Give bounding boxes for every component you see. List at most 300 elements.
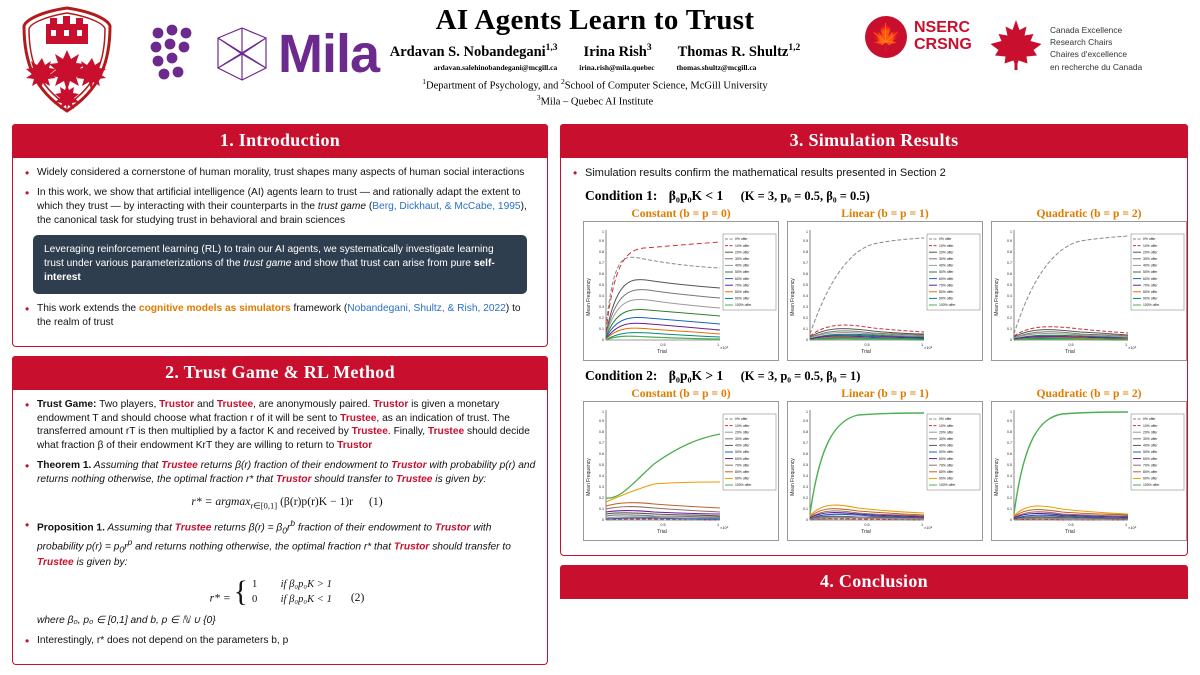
svg-text:50% offer: 50% offer [939,270,954,275]
eq1-number: (1) [369,494,383,508]
affiliations [330,77,860,109]
tg-trustee-4: Trustee [427,426,465,438]
svg-text:0.8: 0.8 [599,429,604,434]
tg-p4: is given a monetary endowment T and should choose what fraction r of it will be sent to [37,398,500,424]
c1-constant-name: Constant [631,206,677,220]
nserc-line-2: CRSNG [914,36,972,53]
pr-p1: Assuming that [104,522,175,534]
plot-title-c2-constant [583,387,779,400]
svg-text:100% offer: 100% offer [735,303,752,308]
th-trustor-2: Trustor [275,474,312,486]
condition-1-expression: β₀p₀K < 1 [668,187,724,203]
tg-p2: and [194,398,217,410]
svg-text:0.7: 0.7 [803,440,808,445]
eq1-sub: r∈[0,1] [250,500,278,511]
svg-text:90% offer: 90% offer [939,296,954,301]
cerc-line-4: en recherche du Canada [1050,61,1143,72]
chart-c2-linear [787,401,983,541]
svg-text:100% offer: 100% offer [939,483,956,488]
results-bullet-1 [571,166,1177,181]
callout-p1: Leveraging reinforcement learning (RL) to train our AI agents, we systematically investigate learning trust under various parameterizations of the [44,243,494,269]
theorem-1 [23,459,537,512]
svg-text:10% offer: 10% offer [939,243,954,248]
svg-text:1: 1 [602,229,604,234]
svg-text:20% offer: 20% offer [735,430,750,435]
svg-text:20% offer: 20% offer [939,250,954,255]
section-3-heading: 3. Simulation Results [560,124,1188,158]
svg-text:×10⁵: ×10⁵ [924,344,933,350]
th-p4: should transfer to [311,474,396,486]
svg-text:10% offer: 10% offer [1143,243,1158,248]
page-title: AI Agents Learn to Trust [435,4,755,36]
th-trustee-1: Trustee [161,460,198,472]
tg-trustor-3: Trustor [337,440,373,452]
svg-text:50% offer: 50% offer [735,270,750,275]
mila-wordmark: Mila [278,24,380,84]
condition-1-params: (K = 3, p₀ = 0.5, β₀ = 0.5) [740,188,870,203]
trustgame-label: Trust Game: [37,398,97,410]
pr-trustee-2: Trustee [37,557,74,569]
chart-c1-quadratic [991,221,1187,361]
svg-text:0.5: 0.5 [660,342,666,347]
intro-b2-p1: In this work, we show that artificial intelligence (AI) agents learn to trust — and rationally adapt the extent to which they trust — by interacting with their counterparts in the [37,186,521,212]
equation-2 [37,577,537,608]
svg-text:0.2: 0.2 [803,315,808,320]
svg-text:0.8: 0.8 [803,249,808,254]
svg-text:Mean Frequency: Mean Frequency [586,278,592,316]
c1-quadratic-name: Quadratic [1036,206,1088,220]
condition-2-expression: β₀p₀K > 1 [668,367,724,383]
tg-p3: , are anonymously paired. [253,398,374,410]
chart-c1-linear [787,221,983,361]
svg-text:90% offer: 90% offer [735,296,750,301]
svg-text:1: 1 [920,522,924,527]
svg-text:30% offer: 30% offer [1143,256,1158,261]
c2-quadratic-params: (b = p = 2) [1090,386,1142,400]
svg-text:50% offer: 50% offer [1143,270,1158,275]
svg-text:0.4: 0.4 [1007,473,1012,478]
svg-text:50% offer: 50% offer [735,450,750,455]
svg-text:0.6: 0.6 [803,451,808,456]
intro-b3-framework: cognitive models as simulators [138,302,291,314]
eq2-case2-val: 0 [252,594,258,606]
svg-text:0.3: 0.3 [803,484,808,489]
intro-bullet-1-text: Widely considered a cornerstone of human morality, trust shapes many aspects of human social interactions [37,167,525,178]
svg-text:100% offer: 100% offer [735,483,752,488]
c1-constant-params: (b = p = 0) [679,206,731,220]
svg-text:0.6: 0.6 [1007,451,1012,456]
callout-p2: and show that trust can arise from pure [291,257,474,269]
intro-bullet-2 [23,186,537,228]
svg-text:40% offer: 40% offer [735,443,750,448]
c2-quadratic-name: Quadratic [1036,386,1088,400]
svg-text:1: 1 [602,409,604,414]
svg-text:0% offer: 0% offer [1143,417,1156,422]
svg-text:0% offer: 0% offer [735,417,748,422]
eq2-case1-cond: if β₀p₀K > 1 [280,579,332,591]
svg-text:0: 0 [1010,337,1012,342]
author-1-email: ardavan.salehinobandegani@mcgill.ca [433,62,558,72]
svg-text:0.5: 0.5 [1068,522,1074,527]
svg-text:0.5: 0.5 [599,462,604,467]
eq2-lhs: r* = [209,591,231,605]
condition-2-label: Condition 2: [585,367,658,383]
title-block [330,4,860,109]
svg-text:Trial: Trial [861,348,871,355]
intro-b2-game: trust game [317,200,366,212]
author-emails [330,63,860,72]
maple-leaf-icon-large [990,18,1042,77]
plot-title-c1-linear [787,207,983,220]
svg-text:90% offer: 90% offer [1143,476,1158,481]
plot-panel-c1-quadratic [991,207,1187,361]
trustgame-bullet-last [23,634,537,648]
tg-trustor-1: Trustor [159,398,195,410]
svg-text:0.3: 0.3 [599,304,604,309]
svg-text:0.5: 0.5 [660,522,666,527]
c2-constant-name: Constant [631,386,677,400]
condition-2-panels [583,387,1177,541]
pr-trustor-2: Trustor [393,541,430,553]
svg-text:Mean Frequency: Mean Frequency [994,278,1000,316]
author-2 [584,43,652,61]
eq2-cases [234,577,332,608]
svg-text:0.1: 0.1 [803,506,808,511]
svg-text:0.2: 0.2 [599,315,604,320]
svg-text:0.2: 0.2 [803,495,808,500]
svg-text:60% offer: 60% offer [735,456,750,461]
right-column [560,124,1188,608]
author-3-name: Thomas R. Shultz [677,43,789,60]
results-bullet-1-text: Simulation results confirm the mathematical results presented in Section 2 [585,167,946,179]
svg-text:0% offer: 0% offer [939,237,952,242]
section-2-body [12,390,548,665]
svg-text:0.4: 0.4 [803,293,808,298]
pr-trustee-1: Trustee [174,522,212,534]
callout-game: trust game [243,257,292,269]
svg-text:0: 0 [1010,517,1012,522]
svg-text:40% offer: 40% offer [1143,443,1158,448]
c1-linear-name: Linear [841,206,875,220]
svg-text:80% offer: 80% offer [735,289,750,294]
mila-dots-icon [148,23,210,85]
intro-b3-p3: ) to the realm of trust [37,302,521,328]
svg-text:1: 1 [920,342,924,347]
svg-text:0.1: 0.1 [1007,326,1012,331]
svg-text:20% offer: 20% offer [735,250,750,255]
svg-text:0.2: 0.2 [1007,495,1012,500]
svg-text:20% offer: 20% offer [939,430,954,435]
svg-text:70% offer: 70% offer [735,463,750,468]
svg-text:Trial: Trial [657,348,667,355]
svg-text:0.9: 0.9 [803,418,808,423]
svg-text:70% offer: 70% offer [939,283,954,288]
svg-text:60% offer: 60% offer [939,456,954,461]
svg-text:0.7: 0.7 [599,440,604,445]
svg-text:10% offer: 10% offer [939,423,954,428]
svg-text:0.7: 0.7 [1007,260,1012,265]
pr-p2b: r [286,522,291,534]
svg-text:0.3: 0.3 [599,484,604,489]
svg-text:30% offer: 30% offer [939,256,954,261]
condition-2-line [585,368,1177,384]
poster-header [0,0,1200,118]
author-1 [390,43,558,61]
svg-text:10% offer: 10% offer [735,243,750,248]
svg-text:Trial: Trial [1065,348,1075,355]
plot-panel-c2-quadratic [991,387,1187,541]
th-p1: Assuming that [91,460,162,472]
pr-p3c: and returns nothing otherwise, the optimal fraction r* that [132,541,394,553]
intro-bullet-1 [23,166,537,180]
svg-text:90% offer: 90% offer [735,476,750,481]
svg-text:0.2: 0.2 [599,495,604,500]
intro-b3-p1: This work extends the [37,302,139,314]
svg-text:×10⁵: ×10⁵ [1128,524,1137,530]
cerc-logo [990,18,1142,77]
tg-trustee-1: Trustee [216,398,254,410]
author-list [330,43,860,61]
svg-text:0.4: 0.4 [803,473,808,478]
svg-text:30% offer: 30% offer [939,436,954,441]
section-simulation-results [560,124,1188,556]
svg-text:50% offer: 50% offer [1143,450,1158,455]
section-1-heading: 1. Introduction [12,124,548,158]
tg-p7: should decide what fraction β of their endowment KrT they are willing to return to [37,426,530,452]
equation-1 [37,494,537,512]
pr-p2: returns β(r) = β [211,522,283,534]
svg-text:0.3: 0.3 [1007,484,1012,489]
svg-text:1: 1 [1010,229,1012,234]
proposition-1: • Proposition 1. Assuming that Trustee returns $\beta(r) = \beta_0r^b$ fraction of their endowment to Trustor with probability $p(r) = p_0r^p$ and returns nothing otherwise, the optimal fraction r* that Trustor should transfer to Trustee is given by: r* = { 1 if β₀p₀K > 1 0 if β₀p₀K < 1 (2) where β₀, p₀ ∈ [0,1] and b, p ∈ ℕ ∪ {0} [23,518,537,628]
svg-text:0.6: 0.6 [599,271,604,276]
svg-text:0.5: 0.5 [1007,462,1012,467]
svg-text:0.5: 0.5 [864,342,870,347]
svg-text:30% offer: 30% offer [735,436,750,441]
section-trust-game [12,356,548,665]
svg-text:20% offer: 20% offer [1143,430,1158,435]
pr-p5: is given by: [73,557,128,569]
section-3-body [560,158,1188,556]
tg-trustee-3: Trustee [351,426,388,438]
tg-p5: , as an indication of trust. The transferred amount rT is then multiplied by a factor K and received by [37,412,510,438]
svg-text:80% offer: 80% offer [1143,469,1158,474]
eq2-case1-val: 1 [252,579,258,591]
eq2-brace: { [233,575,248,609]
svg-text:100% offer: 100% offer [939,303,956,308]
intro-b2-p2: ( [366,200,373,212]
plot-panel-c2-linear [787,387,983,541]
c1-quadratic-params: (b = p = 2) [1090,206,1142,220]
chart-c1-constant [583,221,779,361]
svg-text:0.9: 0.9 [599,418,604,423]
svg-text:Mean Frequency: Mean Frequency [790,458,796,496]
affiliation-1: $^1$Department of Psychology, and $^2$School of Computer Science, McGill University [422,76,768,92]
tg-p1: Two players, [96,398,160,410]
svg-text:Mean Frequency: Mean Frequency [994,458,1000,496]
plot-title-c1-quadratic [991,207,1187,220]
left-column [12,124,548,674]
introduction-callout [33,235,527,294]
svg-text:0.8: 0.8 [803,429,808,434]
svg-text:80% offer: 80% offer [1143,289,1158,294]
svg-text:0.5: 0.5 [1007,282,1012,287]
author-3 [678,43,801,61]
svg-text:20% offer: 20% offer [1143,250,1158,255]
c1-linear-params: (b = p = 1) [877,206,929,220]
svg-text:0% offer: 0% offer [939,417,952,422]
intro-bullet-3 [23,302,537,330]
svg-text:70% offer: 70% offer [939,463,954,468]
theorem-label: Theorem 1. [37,460,92,472]
condition-1-line [585,188,1177,204]
trustgame-bullets [23,398,537,648]
svg-text:100% offer: 100% offer [1143,303,1160,308]
svg-text:0.5: 0.5 [599,282,604,287]
svg-text:0.7: 0.7 [599,260,604,265]
svg-text:0.4: 0.4 [1007,293,1012,298]
pr-p3b: r [124,541,128,553]
section-conclusion [560,565,1188,599]
intro-b3-p2: framework ( [290,302,348,314]
intro-b2-p3: ), the canonical task for studying trust in behavioral and brain sciences [37,200,527,226]
svg-text:40% offer: 40% offer [939,263,954,268]
svg-text:40% offer: 40% offer [735,263,750,268]
section-introduction [12,124,548,347]
svg-text:1: 1 [806,409,808,414]
svg-text:70% offer: 70% offer [1143,463,1158,468]
svg-text:0% offer: 0% offer [1143,237,1156,242]
svg-text:0.6: 0.6 [803,271,808,276]
proposition-label: Proposition 1. [37,522,105,534]
plot-panel-c1-constant [583,207,779,361]
svg-text:30% offer: 30% offer [735,256,750,261]
trustgame-last-text: Interestingly, r* does not depend on the parameters b, p [37,634,289,646]
svg-text:×10⁵: ×10⁵ [720,344,729,350]
th-trustee-2: Trustee [395,474,433,486]
svg-text:0.5: 0.5 [803,462,808,467]
trustgame-definition [23,398,537,454]
affiliation-2: $^3$Mila – Quebec AI Institute [536,92,654,108]
plot-title-c1-constant [583,207,779,220]
author-2-name: Irina Rish [583,43,647,60]
svg-text:0.7: 0.7 [803,260,808,265]
eq1-lhs: r* = argmax [191,494,251,508]
nserc-line-1: NSERC [914,19,971,37]
svg-text:0.7: 0.7 [1007,440,1012,445]
tg-trustee-2: Trustee [340,412,377,424]
svg-text:80% offer: 80% offer [939,289,954,294]
svg-text:Trial: Trial [1065,528,1075,535]
svg-text:×10⁵: ×10⁵ [924,524,933,530]
plot-panel-c1-linear [787,207,983,361]
svg-text:30% offer: 30% offer [1143,436,1158,441]
th-p5: is given by: [432,474,487,486]
section-1-body [12,158,548,347]
svg-text:0.8: 0.8 [599,249,604,254]
c2-linear-name: Linear [841,386,875,400]
svg-text:10% offer: 10% offer [1143,423,1158,428]
author-1-affil-sup: 1,3 [545,43,558,53]
cerc-line-3: Chaires d'excellence [1050,49,1128,60]
svg-text:80% offer: 80% offer [735,469,750,474]
eq2-case2-cond: if β₀p₀K < 1 [280,594,332,606]
svg-text:0.4: 0.4 [599,473,604,478]
svg-text:0.3: 0.3 [803,304,808,309]
svg-text:1: 1 [806,229,808,234]
svg-text:1: 1 [1124,522,1128,527]
introduction-bullets-2 [23,302,537,330]
tg-trustor-2: Trustor [373,398,409,410]
section-2-heading: 2. Trust Game & RL Method [12,356,548,390]
th-p2: returns β(r) fraction of their endowment to [197,460,392,472]
condition-2-params: (K = 3, p₀ = 0.5, β₀ = 1) [740,368,861,383]
section-4-heading: 4. Conclusion [560,565,1188,599]
chart-c2-quadratic [991,401,1187,541]
pr-p4: should transfer to [429,541,511,553]
svg-text:0.2: 0.2 [1007,315,1012,320]
plot-panel-c2-constant [583,387,779,541]
svg-text:1: 1 [716,522,720,527]
plot-title-c2-quadratic [991,387,1187,400]
condition-1-panels [583,207,1177,361]
tg-p6: . Finally, [387,426,428,438]
author-1-name: Ardavan S. Nobandegani [389,43,546,60]
svg-text:0: 0 [602,337,604,342]
eq2-where-line: where β₀, p₀ ∈ [0,1] and b, p ∈ ℕ ∪ {0} [37,614,216,626]
intro-b3-citation[interactable]: Nobandegani, Shultz, & Rish, 2022 [347,302,506,314]
svg-text:100% offer: 100% offer [1143,483,1160,488]
svg-text:1: 1 [1124,342,1128,347]
svg-text:0.3: 0.3 [1007,304,1012,309]
th-trustor-1: Trustor [391,460,427,472]
svg-text:Trial: Trial [861,528,871,535]
c2-constant-params: (b = p = 0) [679,386,731,400]
svg-text:Mean Frequency: Mean Frequency [790,278,796,316]
svg-text:0.1: 0.1 [803,326,808,331]
svg-text:0.5: 0.5 [864,522,870,527]
svg-text:0.1: 0.1 [599,326,604,331]
intro-b2-citation[interactable]: Berg, Dickhaut, & McCabe, 1995 [372,200,521,212]
svg-text:90% offer: 90% offer [939,476,954,481]
svg-text:0% offer: 0% offer [735,237,748,242]
svg-text:70% offer: 70% offer [1143,283,1158,288]
nserc-logo [865,16,972,58]
condition-1-label: Condition 1: [585,187,658,203]
author-2-affil-sup: 3 [646,43,652,53]
author-2-email: irina.rish@mila.quebec [579,62,655,72]
th-p3: with probability p(r) and returns nothing otherwise, the optimal fraction r* that [37,460,536,486]
svg-text:0: 0 [602,517,604,522]
results-bullets [571,166,1177,181]
svg-text:0: 0 [806,337,808,342]
svg-text:0.1: 0.1 [599,506,604,511]
svg-text:0.1: 0.1 [1007,506,1012,511]
svg-text:40% offer: 40% offer [939,443,954,448]
introduction-bullets [23,166,537,228]
plot-title-c2-linear [787,387,983,400]
svg-text:0.6: 0.6 [1007,271,1012,276]
callout-bold: self-interest [44,257,495,284]
svg-text:0.4: 0.4 [599,293,604,298]
cerc-line-2: Research Chairs [1050,37,1113,48]
pr-p3: with probability p(r) = p [37,522,492,553]
author-3-email: thomas.shultz@mcgill.ca [676,62,757,72]
svg-text:0.9: 0.9 [599,238,604,243]
chart-c2-constant [583,401,779,541]
svg-text:Mean Frequency: Mean Frequency [586,458,592,496]
pr-p2c: fraction of their endowment to [295,522,435,534]
